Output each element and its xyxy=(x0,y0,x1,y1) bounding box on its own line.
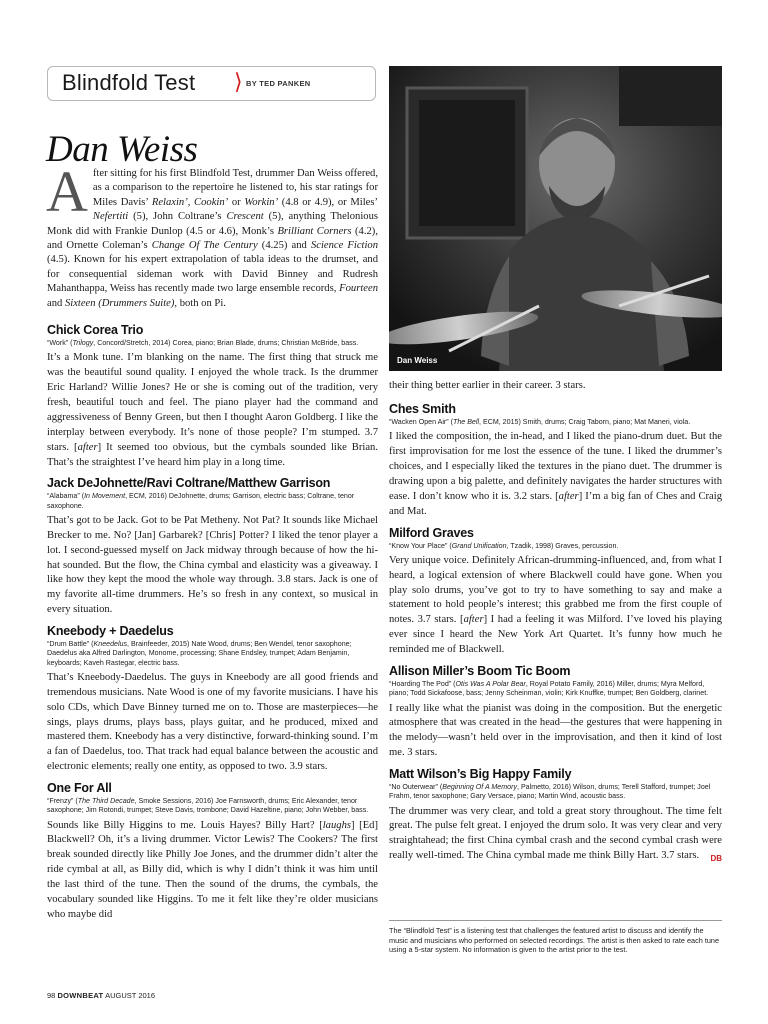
intro-text: (4.8 or 4.9), or Miles’ xyxy=(278,196,379,208)
column-title: Blindfold Test xyxy=(62,70,196,95)
column-header-box xyxy=(47,66,376,101)
track-credits xyxy=(47,339,378,348)
credit-text: “Frenzy” ( xyxy=(47,797,78,806)
intro-text: (4.25) and xyxy=(257,240,311,252)
album-title: Trilogy xyxy=(72,339,94,347)
intro-text: (4.5). Known for his expert extrapolation of tabla ideas to the drumset, and for consequential sideman work with David Binney and Rudresh Mahanthappa, Weiss has recently made two large ensemble records, xyxy=(47,254,378,295)
album-title: Change Of The Century xyxy=(151,240,258,252)
review-text: The drummer was very clear, and told a great story throughout. The time felt great. The pulse felt great. I enjoyed the drum solo. It was very clear and very straightahead; the first China cymbal crash and the second cymbal crash were really well-timed. The China cymbal made me think Billy Hart. 3.7 stars. xyxy=(389,805,722,862)
track-credits xyxy=(47,640,378,668)
credit-text: “No Outerwear” ( xyxy=(389,783,443,792)
album-title: Otis Was A Polar Bear xyxy=(455,680,526,689)
intro-text: fter sitting for his first Blindfold Test, drummer Dan Weiss offered, as a comparison to the repertoire he listened to, his star ratings for Miles Davis’ xyxy=(92,168,378,208)
album-title: Sixteen (Drummers Suite) xyxy=(64,297,175,309)
credit-text: “Work” ( xyxy=(47,339,73,347)
album-title: Brilliant Corners xyxy=(277,225,352,237)
credit-text: , Brainfeeder, 2015) Nate Wood, drums; Ben Wendel, tenor saxophone; Daedelus aka Alfred Darlington, Monome, processing; Shane Endsley, trumpet; Adam Benjamin, keyboards; Kaveh Rastegar, electric bass. xyxy=(47,640,352,667)
page-footer xyxy=(47,991,155,1000)
review-text: ] I had a feeling it was Milford. I’ve loved his playing ever since I heard the New York Art Quartet. It’s funny how much he reminded me of Blackwell. xyxy=(389,614,722,656)
credit-text: , Concord/Stretch, 2014) Corea, piano; Brian Blade, drums; Christian McBride, bass. xyxy=(93,339,359,347)
review-text: ] [Ed] Blackwell? Oh, it’s a living drummer. Victor Lewis? The Cookers? The first break sounded directly like Philly Joe Jones, and the drummer didn’t alter the ride cymbal at all, as Billy did, which is why I didn’t think it was him until the last third of the tune. Then the sound of the drums, the cymbals, the vocabulary sounded like Higgins. To me it felt like they’re older musicians who maybe did xyxy=(47,819,379,920)
album-title: Fourteen xyxy=(339,283,378,295)
track-review xyxy=(47,819,378,923)
track-review: That’s Kneebody-Daedelus. The guys in Kneebody are all good friends and tremendous musicians. Nate Wood is one of my favorite musicians. I have his solo CDs, which Dave Binney turned me on to. Those are masterpieces—he sings, plays drums, plays bass, plays guitar, and he produced, mixed and mastered them. Kneebody has a very distinctive, forward-thinking sound. I’m a fan of Daedelus, too. That track had equal balance between the acoustic and electronic elements; really one entity, as opposed to two. 3.9 stars. xyxy=(47,671,378,773)
magazine-brand: DOWNBEAT xyxy=(57,991,104,1000)
article-title: Dan Weiss xyxy=(46,129,198,170)
review-continuation: their thing better earlier in their career. 3 stars. xyxy=(389,380,586,391)
track-credits xyxy=(389,542,722,551)
credit-text: “Drum Battle” ( xyxy=(47,640,94,649)
credit-text: “Alabama” ( xyxy=(47,492,85,501)
review-text: Sounds like Billy Higgins to me. Louis Hayes? Billy Hart? [ xyxy=(47,819,323,831)
intro-text: , both on Pi. xyxy=(174,297,226,309)
track-review xyxy=(47,351,378,470)
album-title: Workin’ xyxy=(244,196,279,208)
review-text: It’s a Monk tune. I’m blanking on the name. The first thing that struck me was the beautiful sound quality. I enjoyed the whole track. Is the drummer Eric Harland? Willie Jones? He or she is coming out of the tradition, very fresh, beautiful touch and feel. The piano player had the command and aggressiveness of Benny Green, but then I thought Aaron Goldberg. I like the interplay between everybody. It’s none of those people? I’m stumped. 3.7 stars. [ xyxy=(47,352,378,453)
credit-text: , Smoke Sessions, 2016) Joe Farnsworth, drums; Eric Alexander, tenor saxophone; Jim Rotondi, trumpet; Steve Davis, trombone; David Hazeltine, piano; John Webber, bass. xyxy=(47,797,369,815)
page-number: 98 xyxy=(47,991,56,1000)
end-mark: DB xyxy=(710,854,722,864)
review-text: I liked the composition, the in-head, and I liked the piano-drum duet. But the first improvisation for me lost the essence of the tune. I liked the drummer’s choices, and I especially liked the textures in the piano duet. The drummer is drawing upon a big palette, and definitely navigates the harder structures with ease. I don’t know who it is. 3.2 stars. [ xyxy=(389,431,722,502)
album-title: Nefertiti xyxy=(92,211,129,223)
track-review: That’s got to be Jack. Got to be Pat Metheny. Not Pat? It sounds like Michael Brecker to me. No? [Jan] Garbarek? [Chris] Potter? I liked the tenor player a lot. I second-guessed myself on Jack midway through because of how the hi-hat sounded. But the flow, the China cymbal and elasticity was a giveaway. I like how they kept the mood the whole way through. 3.8 stars. Jack is one of my favorite all-time drummers. He’s so fresh in any context, so musical in every situation. xyxy=(47,514,378,616)
intro-text: (5), John Coltrane’s xyxy=(128,211,227,223)
byline: BY TED PANKEN xyxy=(246,79,311,88)
chevron-right-icon: ⟩ xyxy=(234,69,243,94)
intro-text: (4.2), and Ornette Coleman’s xyxy=(47,225,378,252)
album-title: Grand Unification xyxy=(451,541,507,550)
album-title: The Bell xyxy=(453,417,480,426)
info-divider xyxy=(389,920,722,921)
intro-paragraph xyxy=(46,159,379,311)
track-credits xyxy=(389,680,722,698)
track-heading: Chick Corea Trio xyxy=(47,323,144,337)
intro-text: and xyxy=(47,297,65,309)
right-column xyxy=(389,379,722,867)
credit-text: , Palmetto, 2016) Wilson, drums; Terell Stafford, trumpet; Joel Frahm, tenor saxophone; Gary Versace, piano; Martin Wind, acoustic bass. xyxy=(389,783,711,801)
drummer-photo-illustration xyxy=(389,66,722,371)
photo-caption: Dan Weiss xyxy=(397,356,438,365)
album-title: Relaxin’, Cookin’ xyxy=(151,196,229,208)
review-text: ] It seemed too obvious, but the cymbals sounded like Brian. That’s the straightest I’ve heard him play in a long time. xyxy=(47,441,378,468)
track-review: I really like what the pianist was doing in the composition. But the energetic atmosphere that was created in the head—the gestures that were happening in the melody—wasn’t held over in the improvisation, and then it kind of lost me. 3 stars. xyxy=(389,702,722,759)
drop-cap: A xyxy=(46,159,88,224)
credit-text: “Wacken Open Air” ( xyxy=(389,417,453,426)
track-review xyxy=(389,554,722,658)
credit-text: , ECM, 2016) DeJohnette, drums; Garrison, electric bass; Coltrane, tenor saxophone. xyxy=(47,492,355,510)
blindfold-info: The “Blindfold Test” is a listening test that challenges the featured artist to discuss and identify the music and musicians who performed on selected recordings. The artist is then asked to rate each tune using a 5-star system. No information is given to the artist prior to the test. xyxy=(389,926,720,955)
credit-text: , Tzadik, 1998) Graves, percussion. xyxy=(506,541,619,550)
review-aside: laughs xyxy=(322,819,351,831)
track-heading: Jack DeJohnette/Ravi Coltrane/Matthew Garrison xyxy=(47,476,331,491)
track-review xyxy=(389,430,722,519)
album-title: Science Fiction xyxy=(310,240,379,252)
left-column xyxy=(47,322,378,923)
track-review xyxy=(389,805,722,865)
album-title: In Movement xyxy=(84,492,126,501)
credit-text: “Know Your Place” ( xyxy=(389,541,452,550)
credit-text: , ECM, 2015) Smith, drums; Craig Taborn, piano; Mat Maneri, viola. xyxy=(479,417,691,426)
track-credits xyxy=(389,418,722,427)
track-credits xyxy=(47,492,378,510)
track-heading: Ches Smith xyxy=(389,401,456,416)
track-credits xyxy=(47,797,378,815)
track-heading: Matt Wilson’s Big Happy Family xyxy=(389,767,572,782)
album-title: Crescent xyxy=(226,211,264,223)
track-credits xyxy=(389,783,722,801)
track-heading: Allison Miller’s Boom Tic Boom xyxy=(389,664,571,679)
album-title: The Third Decade xyxy=(77,797,135,806)
album-title: Kneedelus xyxy=(93,640,128,649)
track-heading: Kneebody + Daedelus xyxy=(47,624,174,639)
credit-text: , Royal Potato Family, 2016) Miller, drums; Myra Melford, piano; Todd Sickafoose, bass; Jenny Scheinman, violin; Kirk Knuffke, trumpet; Ben Goldberg, clarinet. xyxy=(389,680,709,698)
review-aside: after xyxy=(558,490,579,502)
review-aside: after xyxy=(463,614,484,626)
issue-date: AUGUST 2016 xyxy=(105,991,156,1000)
review-text: Very unique voice. Definitely African-drumming-influenced, and, from what I heard, a logical extension of where Blackwell could have gone. When you play solo drums, you’ve got to try to have something to say and make a statement to hold people’s interest; this grabbed me from the first couple of notes. 3.7 stars. [ xyxy=(389,554,722,626)
album-title: Beginning Of A Memory xyxy=(442,783,517,792)
review-text: ] I’m a big fan of Ches and Craig and Mat. xyxy=(389,490,722,517)
track-heading: One For All xyxy=(47,781,112,796)
credit-text: “Hoarding The Pod” ( xyxy=(389,680,456,689)
review-aside: after xyxy=(77,441,98,453)
intro-text: or xyxy=(228,196,245,208)
track-heading: Milford Graves xyxy=(389,525,474,540)
intro-text: (5), anything Thelonious Monk did with Frankie Dunlop (4.5 or 4.6), Monk’s xyxy=(47,211,379,237)
artist-photo xyxy=(389,66,722,371)
